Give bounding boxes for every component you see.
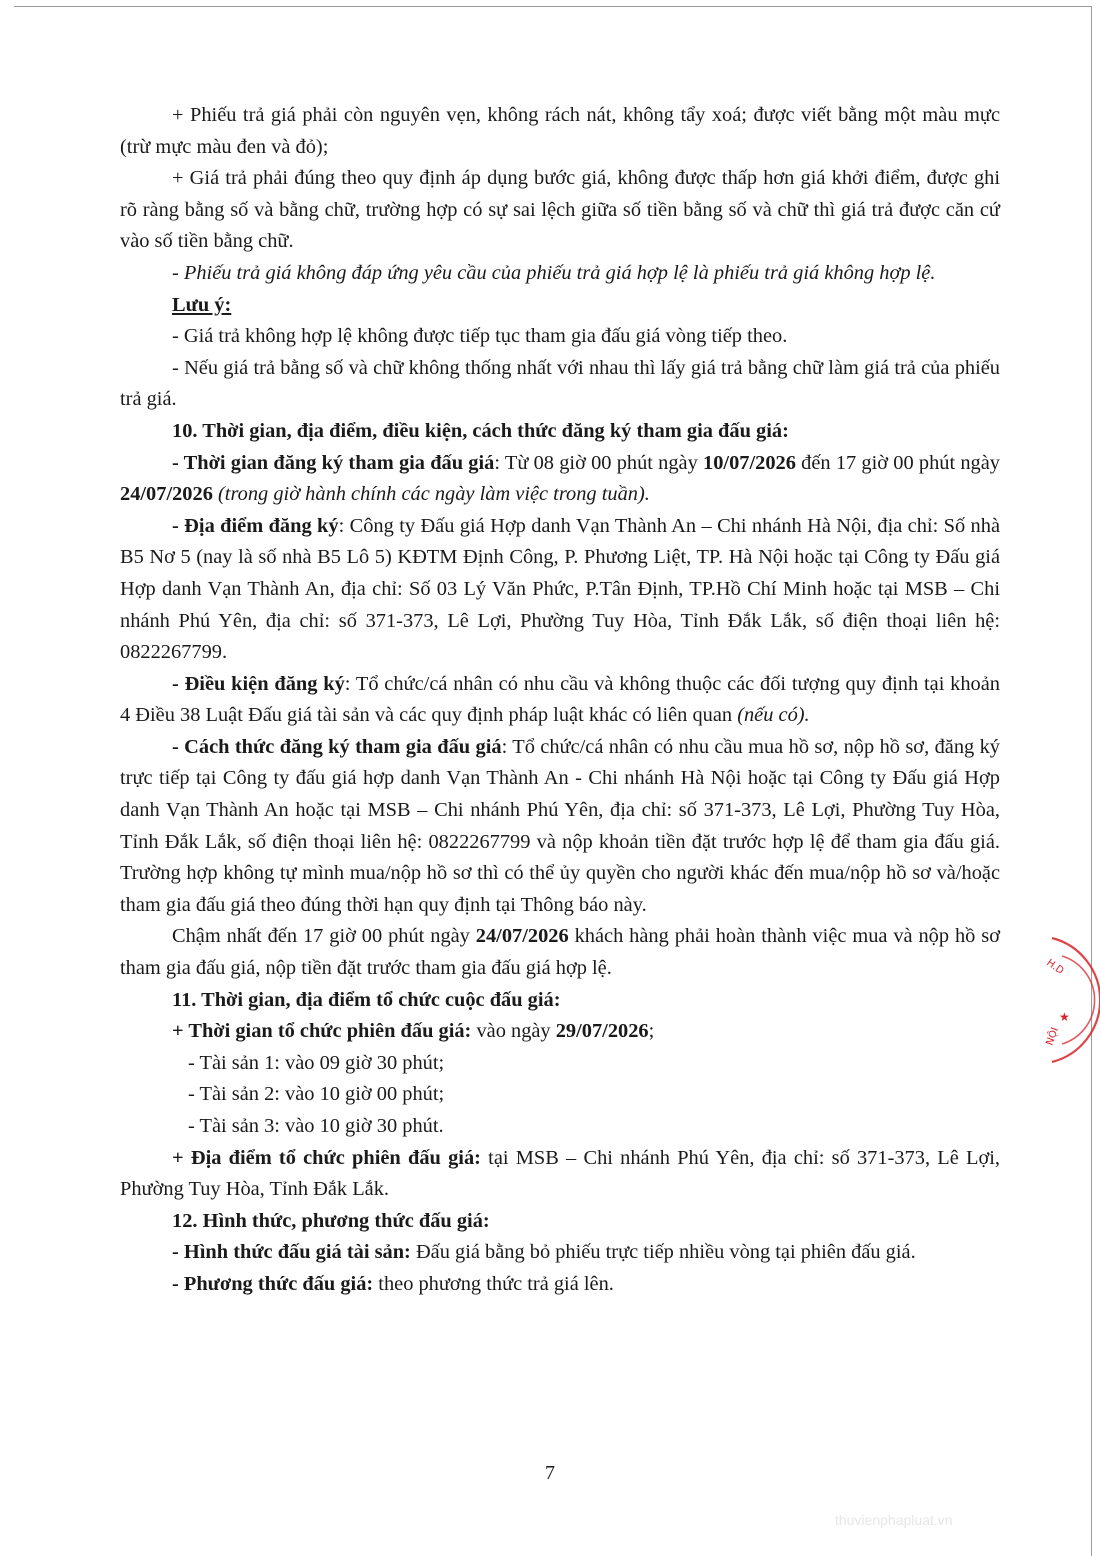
auction-method: - Phương thức đấu giá: theo phương thức trả giá lên. xyxy=(172,1272,614,1295)
invalid-bid-sheet-note: - Phiếu trả giá không đáp ứng yêu cầu của phiếu trả giá hợp lệ là phiếu trả giá không hợp lệ. xyxy=(172,261,936,284)
auction-form: - Hình thức đấu giá tài sản: Đấu giá bằng bỏ phiếu trực tiếp nhiều vòng tại phiên đấu giá. xyxy=(172,1241,916,1264)
registration-conditions: - Điều kiện đăng ký: Tổ chức/cá nhân có nhu cầu và không thuộc các đối tượng quy định tại khoản 4 Điều 38 Luật Đấu giá tài sản và các quy định pháp luật khác có liên quan (nếu có). xyxy=(120,672,1000,727)
asset-2-time: - Tài sản 2: vào 10 giờ 00 phút; xyxy=(188,1083,445,1106)
auction-time-label: + Thời gian tổ chức phiên đấu giá: xyxy=(172,1020,472,1043)
registration-time: - Thời gian đăng ký tham gia đấu giá: Từ 08 giờ 00 phút ngày 10/07/2026 đến 17 giờ 00 phút ngày 24/07/2026 (trong giờ hành chính các ngày làm việc trong tuần). xyxy=(120,451,1000,506)
auction-method-label: - Phương thức đấu giá: xyxy=(172,1272,374,1295)
registration-place-label: - Địa điểm đăng ký xyxy=(172,514,339,537)
section-12-heading: 12. Hình thức, phương thức đấu giá: xyxy=(172,1209,490,1232)
watermark: thuvienphapluat.vn xyxy=(835,1512,953,1528)
bid-sheet-condition-2: + Giá trả phải đúng theo quy định áp dụng bước giá, không được thấp hơn giá khởi điểm, được ghi rõ ràng bằng số và bằng chữ, trường hợp có sự sai lệch giữa số tiền bằng số và chữ thì giá trả được căn cứ vào số tiền bằng chữ. xyxy=(120,167,1000,253)
svg-text:H.D: H.D xyxy=(1044,957,1066,977)
registration-method-label: - Cách thức đăng ký tham gia đấu giá xyxy=(172,735,502,758)
section-11-heading: 11. Thời gian, địa điểm tổ chức cuộc đấu giá: xyxy=(172,988,561,1011)
section-10-heading: 10. Thời gian, địa điểm, điều kiện, cách thức đăng ký tham gia đấu giá: xyxy=(172,419,789,442)
deadline-date: 24/07/2026 xyxy=(475,925,569,948)
page-top-border xyxy=(14,6,1092,7)
page-right-border xyxy=(1091,6,1092,1556)
auction-place-label: + Địa điểm tổ chức phiên đấu giá: xyxy=(172,1146,481,1169)
note-item-2: - Nếu giá trả bằng số và chữ không thống nhất với nhau thì lấy giá trả bằng chữ làm giá trả của phiếu trả giá. xyxy=(120,356,1000,411)
registration-place: - Địa điểm đăng ký: Công ty Đấu giá Hợp danh Vạn Thành An – Chi nhánh Hà Nội, địa chỉ: Số nhà B5 Nơ 5 (nay là số nhà B5 Lô 5) KĐTM Định Công, P. Phương Liệt, TP. Hà Nội hoặc tại Công ty Đấu giá Hợp danh Vạn Thành An, địa chỉ: Số 03 Lý Văn Phức, P.Tân Định, TP.Hồ Chí Minh hoặc tại MSB – Chi nhánh Phú Yên, địa chỉ: số 371-373, Lê Lợi, Phường Tuy Hòa, Tỉnh Đắk Lắk, số điện thoại liên hệ: 0822267799. xyxy=(120,514,1000,664)
page-number: 7 xyxy=(545,1462,555,1484)
registration-method: - Cách thức đăng ký tham gia đấu giá: Tổ chức/cá nhân có nhu cầu mua hồ sơ, nộp hồ sơ, đăng ký trực tiếp tại Công ty đấu giá hợp danh Vạn Thành An - Chi nhánh Hà Nội hoặc tại Công ty Đấu giá Hợp danh Vạn Thành An hoặc tại MSB – Chi nhánh Phú Yên, địa chỉ: số 371-373, Lê Lợi, Phường Tuy Hòa, Tỉnh Đắk Lắk, số điện thoại liên hệ: 0822267799 và nộp khoản tiền đặt trước hợp lệ để tham gia đấu giá. Trường hợp không tự mình mua/nộp hồ sơ thì có thể ủy quyền cho người khác đến mua/nộp hồ sơ và/hoặc tham gia đấu giá theo đúng thời hạn quy định tại Thông báo này. xyxy=(120,735,1000,916)
auction-form-label: - Hình thức đấu giá tài sản: xyxy=(172,1241,411,1264)
registration-deadline: Chậm nhất đến 17 giờ 00 phút ngày 24/07/2026 khách hàng phải hoàn thành việc mua và nộp hồ sơ tham gia đấu giá, nộp tiền đặt trước tham gia đấu giá hợp lệ. xyxy=(120,925,1000,980)
document-body xyxy=(120,100,1000,1301)
registration-conditions-label: - Điều kiện đăng ký xyxy=(172,672,345,695)
note-label: Lưu ý: xyxy=(172,293,232,316)
asset-1-time: - Tài sản 1: vào 09 giờ 30 phút; xyxy=(188,1051,445,1074)
note-item-1: - Giá trả không hợp lệ không được tiếp tục tham gia đấu giá vòng tiếp theo. xyxy=(172,325,788,348)
auction-date: 29/07/2026 xyxy=(555,1020,649,1043)
registration-time-label: - Thời gian đăng ký tham gia đấu giá xyxy=(172,451,495,474)
svg-text:NỘI: NỘI xyxy=(1044,1026,1062,1048)
auction-time: + Thời gian tổ chức phiên đấu giá: vào ngày 29/07/2026; xyxy=(172,1020,655,1043)
registration-start-date: 10/07/2026 xyxy=(703,451,796,474)
company-seal-stamp xyxy=(1030,930,1100,1070)
bid-sheet-condition-1: + Phiếu trả giá phải còn nguyên vẹn, không rách nát, không tẩy xoá; được viết bằng một màu mực (trừ mực màu đen và đỏ); xyxy=(120,104,1000,158)
svg-text:★: ★ xyxy=(1059,1010,1070,1024)
asset-3-time: - Tài sản 3: vào 10 giờ 30 phút. xyxy=(188,1115,444,1137)
auction-place: + Địa điểm tổ chức phiên đấu giá: tại MSB – Chi nhánh Phú Yên, địa chỉ: số 371-373, Lê Lợi, Phường Tuy Hòa, Tỉnh Đắk Lắk. xyxy=(120,1146,1000,1201)
registration-end-date: 24/07/2026 xyxy=(120,483,213,506)
